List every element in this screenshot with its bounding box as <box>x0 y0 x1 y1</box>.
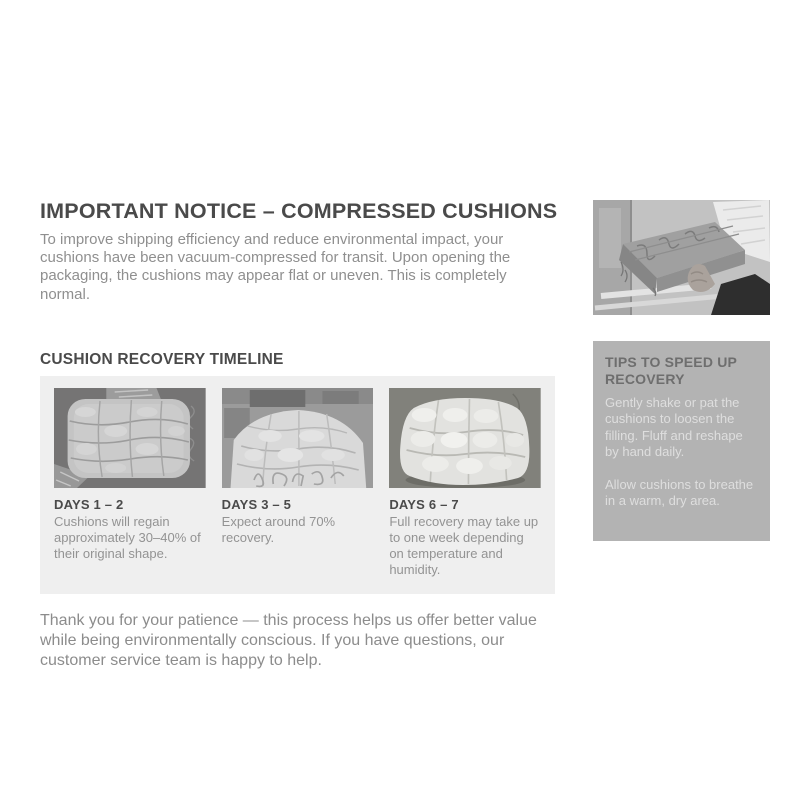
recovery-timeline-panel <box>40 376 555 594</box>
stage-label: DAYS 6 – 7 <box>389 496 459 512</box>
intro-paragraph: To improve shipping efficiency and reduce environmental impact, your cushions have been vacuum-compressed for transit. Upon opening the packaging, the cushions may appear flat or uneven. This is completely normal. <box>40 230 511 303</box>
stage-label: DAYS 1 – 2 <box>54 496 124 512</box>
stage-label: DAYS 3 – 5 <box>221 496 292 512</box>
tips-item-1: Gently shake or pat the cushions to loosen the filling. Fluff and reshape by hand daily. <box>605 395 743 459</box>
thank-you-paragraph: Thank you for your patience — this process helps us offer better value while being environmentally conscious. If you have questions, our customer service team is happy to help. <box>40 612 537 670</box>
fully-recovered-cushion-photo <box>389 388 541 488</box>
left-column <box>40 199 558 671</box>
tips-box <box>593 341 770 541</box>
timeline-stage-2 <box>222 388 374 578</box>
stage-description: Cushions will regain approximately 30–40% of their original shape. <box>54 513 201 562</box>
flat-compressed-cushion-photo <box>54 388 206 488</box>
stage-description: Full recovery may take up to one week depending on temperature and humidity. <box>389 513 539 578</box>
stage-description: Expect around 70% recovery. <box>221 513 336 545</box>
timeline-stage-1 <box>54 388 206 578</box>
right-column <box>593 200 770 671</box>
compressed-cushion-held-by-hand-photo <box>593 200 770 315</box>
timeline-stage-3 <box>389 388 541 578</box>
tips-item-2: Allow cushions to breathe in a warm, dry area. <box>605 477 754 509</box>
page-title: IMPORTANT NOTICE – COMPRESSED CUSHIONS <box>40 199 558 223</box>
timeline-heading: CUSHION RECOVERY TIMELINE <box>40 350 284 368</box>
content-area <box>40 200 770 671</box>
tips-heading: TIPS TO SPEED UP RECOVERY <box>605 354 737 388</box>
partially-recovered-cushion-photo <box>222 388 374 488</box>
